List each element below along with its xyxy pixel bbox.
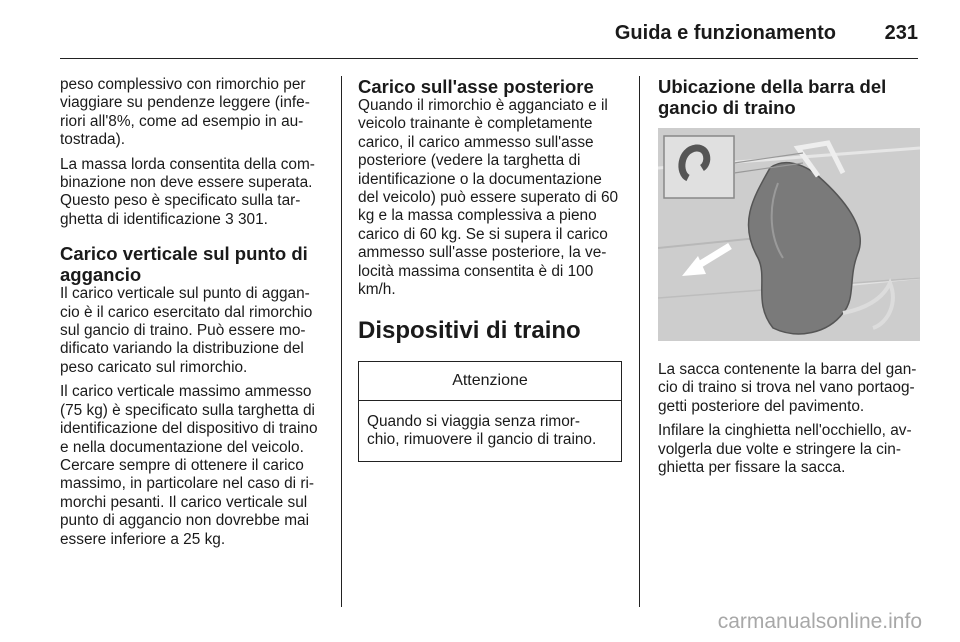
section-title: Dispositivi di traino (358, 317, 581, 345)
header-title: Guida e funzionamento (614, 22, 836, 44)
paragraph: Quando il rimorchio è agganciato e il veicolo trainante è completamente carico, il carico ammesso sull'asse posteriore (vedere la targhetta di identificazione o la documentazione del veicolo) può essere superato di 60 kg e la massa complessiva a pieno carico di 60 kg. Se si supera il carico ammesso sull'asse posteriore, la ve- locità massima consentita è di 100 km/h. (358, 97, 619, 299)
column-middle (358, 76, 622, 462)
towbar-bag-illustration (658, 128, 920, 341)
paragraph: Infilare la cinghietta nell'occhiello, av- volgerla due volte e stringere la cin- ghietta per fissare la sacca. (658, 422, 912, 477)
paragraph: Il carico verticale sul punto di aggan- cio è il carico esercitato dal rimorchio sul gancio di traino. Può essere mo- dificato variando la distribuzione del peso caricato sul rimorchio. (60, 285, 313, 376)
warning-text: Quando si viaggia senza rimor- chio, rimuovere il gancio di traino. (367, 412, 597, 449)
page-header (60, 14, 918, 59)
column-divider (639, 76, 640, 607)
warning-box (358, 361, 622, 461)
column-left (60, 76, 324, 555)
paragraph (60, 156, 324, 230)
page-number: 231 (884, 22, 918, 44)
section-heading: Carico sull'asse posteriore (358, 76, 594, 97)
paragraph: peso complessivo con rimorchio per viaggiare su pendenze leggere (infe- riori all'8%, come ad esempio in au- tostrada). (60, 76, 310, 149)
section-heading: Carico verticale sul punto di aggancio (60, 243, 308, 286)
paragraph-text: La massa lorda consentita della com- binazione non deve essere superata. Questo peso è specificato sulla tar- ghetta di identificazione (60, 155, 315, 228)
paragraph: Il carico verticale massimo ammesso (75 kg) è specificato sulla targhetta di identificazione del dispositivo di traino e nella documentazione del veicolo. Cercare sempre di ottenere il carico massimo, in particolare nel caso di ri- morchi pesanti. Il carico verticale sul punto di aggancio non dovrebbe mai essere inferiore a 25 kg. (60, 383, 318, 548)
watermark: carmanualsonline.info (717, 610, 922, 633)
warning-title: Attenzione (359, 362, 621, 400)
column-divider (341, 76, 342, 607)
section-heading: Ubicazione della barra del gancio di traino (658, 76, 887, 118)
paragraph: La sacca contenente la barra del gan- cio di traino si trova nel vano portaog- getti posteriore del pavimento. (658, 361, 917, 415)
page-reference-link[interactable]: 3 301. (225, 210, 268, 228)
column-right (658, 76, 920, 483)
